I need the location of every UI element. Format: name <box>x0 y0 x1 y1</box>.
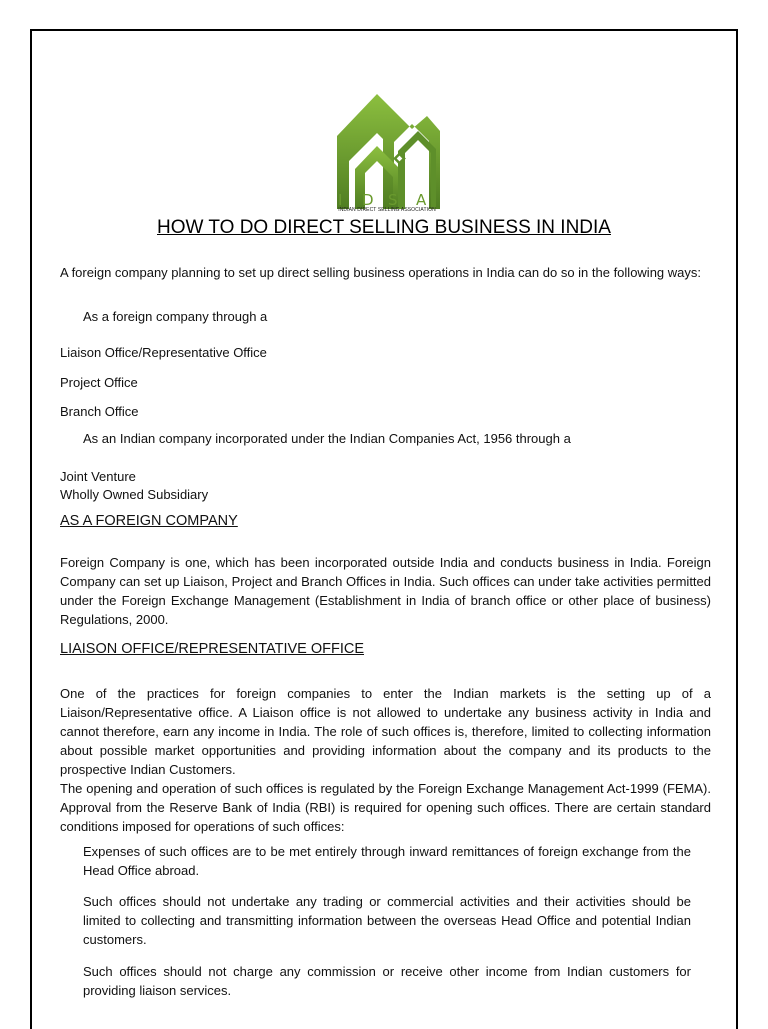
foreign-company-paragraph: Foreign Company is one, which has been incorporated outside India and conducts business in India. Foreign Company can set up Liaison, Project and Branch Offices in India. Such offices can under take activities permitted under the Foreign Exchange Management (Establishment in India of branch office or other place of business) Regulations, 2000. <box>60 555 711 627</box>
heading-liaison-office: LIAISON OFFICE/REPRESENTATIVE OFFICE <box>60 641 365 657</box>
page-title: HOW TO DO DIRECT SELLING BUSINESS IN INDIA <box>157 217 611 238</box>
foreign-office-branch: Branch Office <box>60 404 139 419</box>
intro-paragraph: A foreign company planning to set up direct selling business operations in India can do so in the following ways: <box>60 265 701 280</box>
condition-item: Such offices should not undertake any trading or commercial activities and their activities should be limited to collecting and transmitting information between the overseas Head Office and potential Indian customers. <box>83 894 691 947</box>
indian-form-wos: Wholly Owned Subsidiary <box>60 487 209 502</box>
liaison-paragraph-2: The opening and operation of such offices is regulated by the Foreign Exchange Management Act-1999 (FEMA). Approval from the Reserve Bank of India (RBI) is required for opening such offices. There are certain standard conditions imposed for operations of such offices: <box>60 781 711 834</box>
condition-item: Such offices should not charge any commission or receive other income from Indian customers for providing liaison services. <box>83 964 691 998</box>
logo-letter-a: A <box>416 191 427 209</box>
logo-letter-d: D <box>362 191 374 209</box>
liaison-paragraph-1: One of the practices for foreign companies to enter the Indian markets is the setting up of a Liaison/Representative office. A Liaison office is not allowed to undertake any business activity in India and cannot therefore, earn any income in India. The role of such offices is, therefore, limited to collecting information about possible market opportunities and providing information about the company and its products to the prospective Indian Customers. <box>60 686 711 777</box>
heading-foreign-company: AS A FOREIGN COMPANY <box>60 513 238 529</box>
logo-letter-s: S <box>388 191 398 209</box>
idsa-logo <box>332 91 442 218</box>
foreign-office-liaison: Liaison Office/Representative Office <box>60 345 267 360</box>
logo-letter-i: I <box>338 191 343 209</box>
indian-form-jv: Joint Venture <box>60 469 136 484</box>
document-page <box>30 29 738 1029</box>
option-foreign: As a foreign company through a <box>83 309 268 324</box>
condition-item: Expenses of such offices are to be met entirely through inward remittances of foreign exchange from the Head Office abroad. <box>83 844 691 878</box>
foreign-office-project: Project Office <box>60 375 138 390</box>
logo-caption: INDIAN DIRECT SELLING ASSOCIATION <box>338 207 436 213</box>
option-indian: As an Indian company incorporated under the Indian Companies Act, 1956 through a <box>83 431 571 446</box>
